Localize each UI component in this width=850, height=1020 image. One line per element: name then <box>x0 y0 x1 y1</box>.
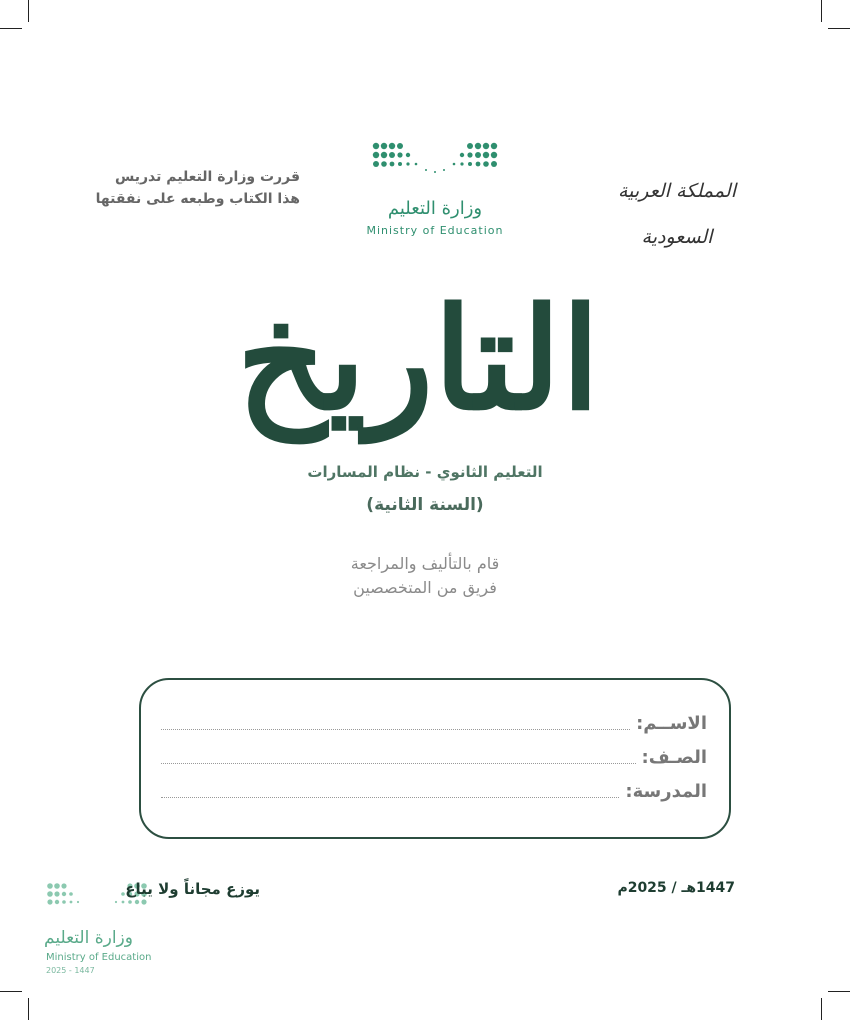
year-label: (السنة الثانية) <box>366 495 484 515</box>
book-title: التاريخ <box>236 278 600 442</box>
stage-subtitle: التعليم الثانوي - نظام المسارات <box>307 463 543 481</box>
name-label: الاســم: <box>636 712 707 734</box>
crop-mark <box>28 998 29 1020</box>
crop-mark <box>0 28 22 29</box>
footer-ministry-year: 2025 - 1447 <box>46 966 95 975</box>
crop-mark <box>28 0 29 22</box>
crop-mark <box>828 28 850 29</box>
student-info-box <box>139 678 731 839</box>
class-dotted-line[interactable] <box>161 750 636 764</box>
school-dotted-line[interactable] <box>161 784 619 798</box>
approval-line: هذا الكتاب وطبعه على نفقتها <box>95 191 300 207</box>
school-field[interactable] <box>161 776 707 806</box>
name-dotted-line[interactable] <box>161 716 630 730</box>
ministry-name-en: Ministry of Education <box>366 224 504 237</box>
class-field[interactable] <box>161 742 707 772</box>
authors-line: قام بالتأليف والمراجعة <box>350 554 500 573</box>
edition-date: 1447هـ / 2025م <box>617 880 735 896</box>
free-distribution-note: يوزع مجاناً ولا يباع <box>125 880 260 898</box>
approval-line: قررت وزارة التعليم تدريس <box>114 169 300 185</box>
name-field[interactable] <box>161 708 707 738</box>
ministry-name-ar: وزارة التعليم <box>387 198 483 219</box>
kingdom-calligraphy-logo: المملكة العربية السعودية <box>618 180 736 248</box>
authors-line: فريق من المتخصصين <box>353 578 497 597</box>
footer-ministry-name-ar: وزارة التعليم <box>44 928 133 948</box>
authors-credit <box>250 552 600 600</box>
crop-mark <box>828 991 850 992</box>
dots-pattern-icon <box>370 140 500 180</box>
ministry-logo <box>360 140 510 240</box>
school-label: المدرسة: <box>625 780 707 802</box>
crop-mark <box>0 991 22 992</box>
crop-mark <box>821 998 822 1020</box>
approval-statement <box>80 166 300 210</box>
crop-mark <box>821 0 822 22</box>
footer-ministry-name-en: Ministry of Education <box>46 952 152 963</box>
class-label: الصـف: <box>641 746 707 768</box>
